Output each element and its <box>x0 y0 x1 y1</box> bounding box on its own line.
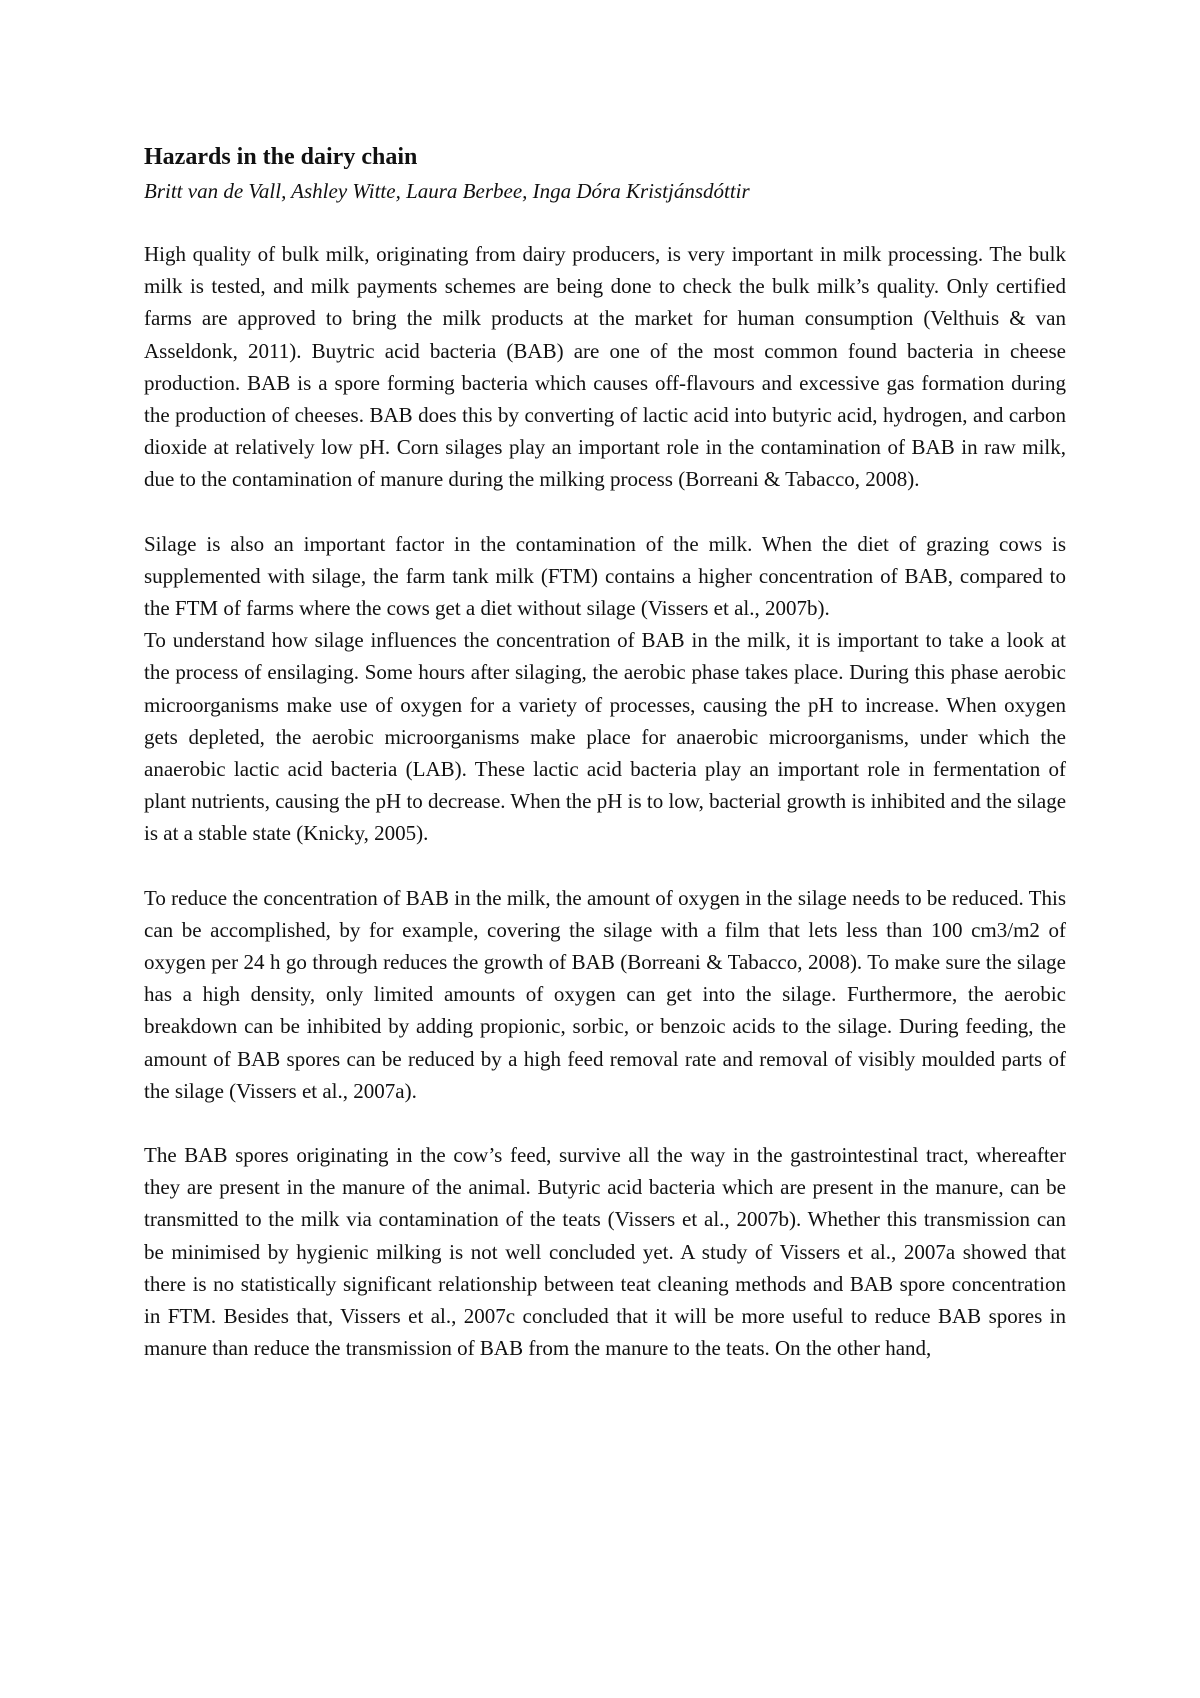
document-title: Hazards in the dairy chain <box>144 144 418 170</box>
document-authors: Britt van de Vall, Ashley Witte, Laura Berbee, Inga Dóra Kristjánsdóttir <box>144 179 750 203</box>
document-page <box>144 140 1066 1365</box>
paragraph-ensilaging: To understand how silage influences the concentration of BAB in the milk, it is important to take a look at the process of ensilaging. Some hours after silaging, the aerobic phase takes place. During this phase aerobic microorganisms make use of oxygen for a variety of processes, causing the pH to increase. When oxygen gets depleted, the aerobic microorganisms make place for anaerobic microorganisms, under which the anaerobic lactic acid bacteria (LAB). These lactic acid bacteria play an important role in fermentation of plant nutrients, causing the pH to decrease. When the pH is to low, bacterial growth is inhibited and the silage is at a stable state (Knicky, 2005). <box>144 628 1067 846</box>
paragraph-oxygen-reduction: To reduce the concentration of BAB in the milk, the amount of oxygen in the silage needs to be reduced. This can be accomplished, by for example, covering the silage with a film that lets less than 100 cm3/m2 of oxygen per 24 h go through reduces the growth of BAB (Borreani & Tabacco, 2008). To make sure the silage has a high density, only limited amounts of oxygen can get into the silage. Furthermore, the aerobic breakdown can be inhibited by adding propionic, sorbic, or benzoic acids to the silage. During feeding, the amount of BAB spores can be reduced by a high feed removal rate and removal of visibly moulded parts of the silage (Vissers et al., 2007a). <box>144 885 1066 1103</box>
paragraph-intro: High quality of bulk milk, originating from dairy producers, is very important in milk processing. The bulk milk is tested, and milk payments schemes are being done to check the bulk milk’s quality. Only certified farms are approved to bring the milk products at the market for human consumption (Velthuis & van Asseldonk, 2011). Buytric acid bacteria (BAB) are one of the most common found bacteria in cheese production. BAB is a spore forming bacteria which causes off-flavours and excessive gas formation during the production of cheeses. BAB does this by converting of lactic acid into butyric acid, hydrogen, and carbon dioxide at relatively low pH. Corn silages play an important role in the contamination of BAB in raw milk, due to the contamination of manure during the milking process (Borreani & Tabacco, 2008). <box>144 242 1066 492</box>
paragraph-silage: Silage is also an important factor in the contamination of the milk. When the diet of grazing cows is supplemented with silage, the farm tank milk (FTM) contains a higher concentration of BAB, compared to the FTM of farms where the cows get a diet without silage (Vissers et al., 2007b). <box>144 531 1066 621</box>
paragraph-transmission: The BAB spores originating in the cow’s feed, survive all the way in the gastrointestinal tract, whereafter they are present in the manure of the animal. Butyric acid bacteria which are present in the manure, can be transmitted to the milk via contamination of the teats (Vissers et al., 2007b). Whether this transmission can be minimised by hygienic milking is not well concluded yet. A study of Vissers et al., 2007a showed that there is no statistically significant relationship between teat cleaning methods and BAB spore concentration in FTM. Besides that, Vissers et al., 2007c concluded that it will be more useful to reduce BAB spores in manure than reduce the transmission of BAB from the manure to the teats. On the other hand, <box>144 1143 1066 1361</box>
